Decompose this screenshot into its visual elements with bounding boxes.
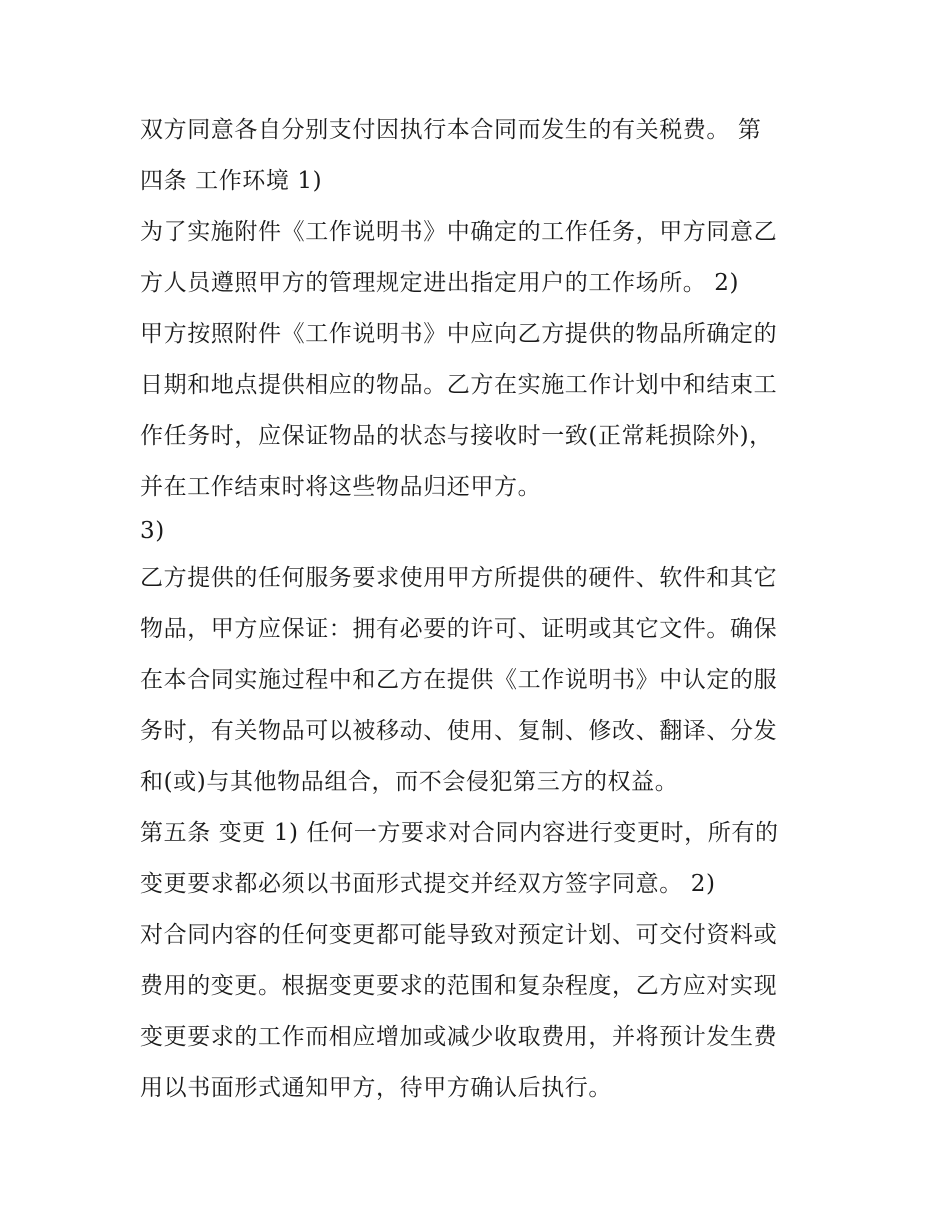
text-line: 费用的变更。根据变更要求的范围和复杂程度，乙方应对实现 [140, 973, 778, 999]
text-line: 双方同意各自分别支付因执行本合同而发生的有关税费。 第 [140, 117, 762, 143]
text-line: 甲方按照附件《工作说明书》中应向乙方提供的物品所确定的 [140, 321, 778, 347]
text-line: 务时，有关物品可以被移动、使用、复制、修改、翻译、分发 [140, 718, 778, 744]
text-line: 变更要求都必须以书面形式提交并经双方签字同意。 2) [140, 871, 716, 897]
text-line: 3) [140, 518, 165, 544]
text-line: 和(或)与其他物品组合，而不会侵犯第三方的权益。 [140, 769, 679, 795]
text-line: 乙方提供的任何服务要求使用甲方所提供的硬件、软件和其它 [140, 565, 778, 591]
text-line: 在本合同实施过程中和乙方在提供《工作说明书》中认定的服 [140, 667, 778, 693]
text-line: 并在工作结束时将这些物品归还甲方。 [140, 474, 542, 500]
text-line: 对合同内容的任何变更都可能导致对预定计划、可交付资料或 [140, 922, 778, 948]
text-line: 第五条 变更 1) 任何一方要求对合同内容进行变更时，所有的 [140, 820, 779, 846]
text-line: 变更要求的工作而相应增加或减少收取费用，并将预计发生费 [140, 1024, 778, 1050]
text-line: 日期和地点提供相应的物品。乙方在实施工作计划中和结束工 [140, 372, 778, 398]
text-line: 为了实施附件《工作说明书》中确定的工作任务，甲方同意乙 [140, 219, 778, 245]
text-line: 物品，甲方应保证：拥有必要的许可、证明或其它文件。确保 [140, 616, 778, 642]
text-line: 用以书面形式通知甲方，待甲方确认后执行。 [140, 1075, 612, 1101]
text-line: 方人员遵照甲方的管理规定进出指定用户的工作场所。 2) [140, 270, 740, 296]
text-line: 四条 工作环境 1) [140, 168, 323, 194]
text-line: 作任务时，应保证物品的状态与接收时一致(正常耗损除外)， [140, 423, 773, 449]
